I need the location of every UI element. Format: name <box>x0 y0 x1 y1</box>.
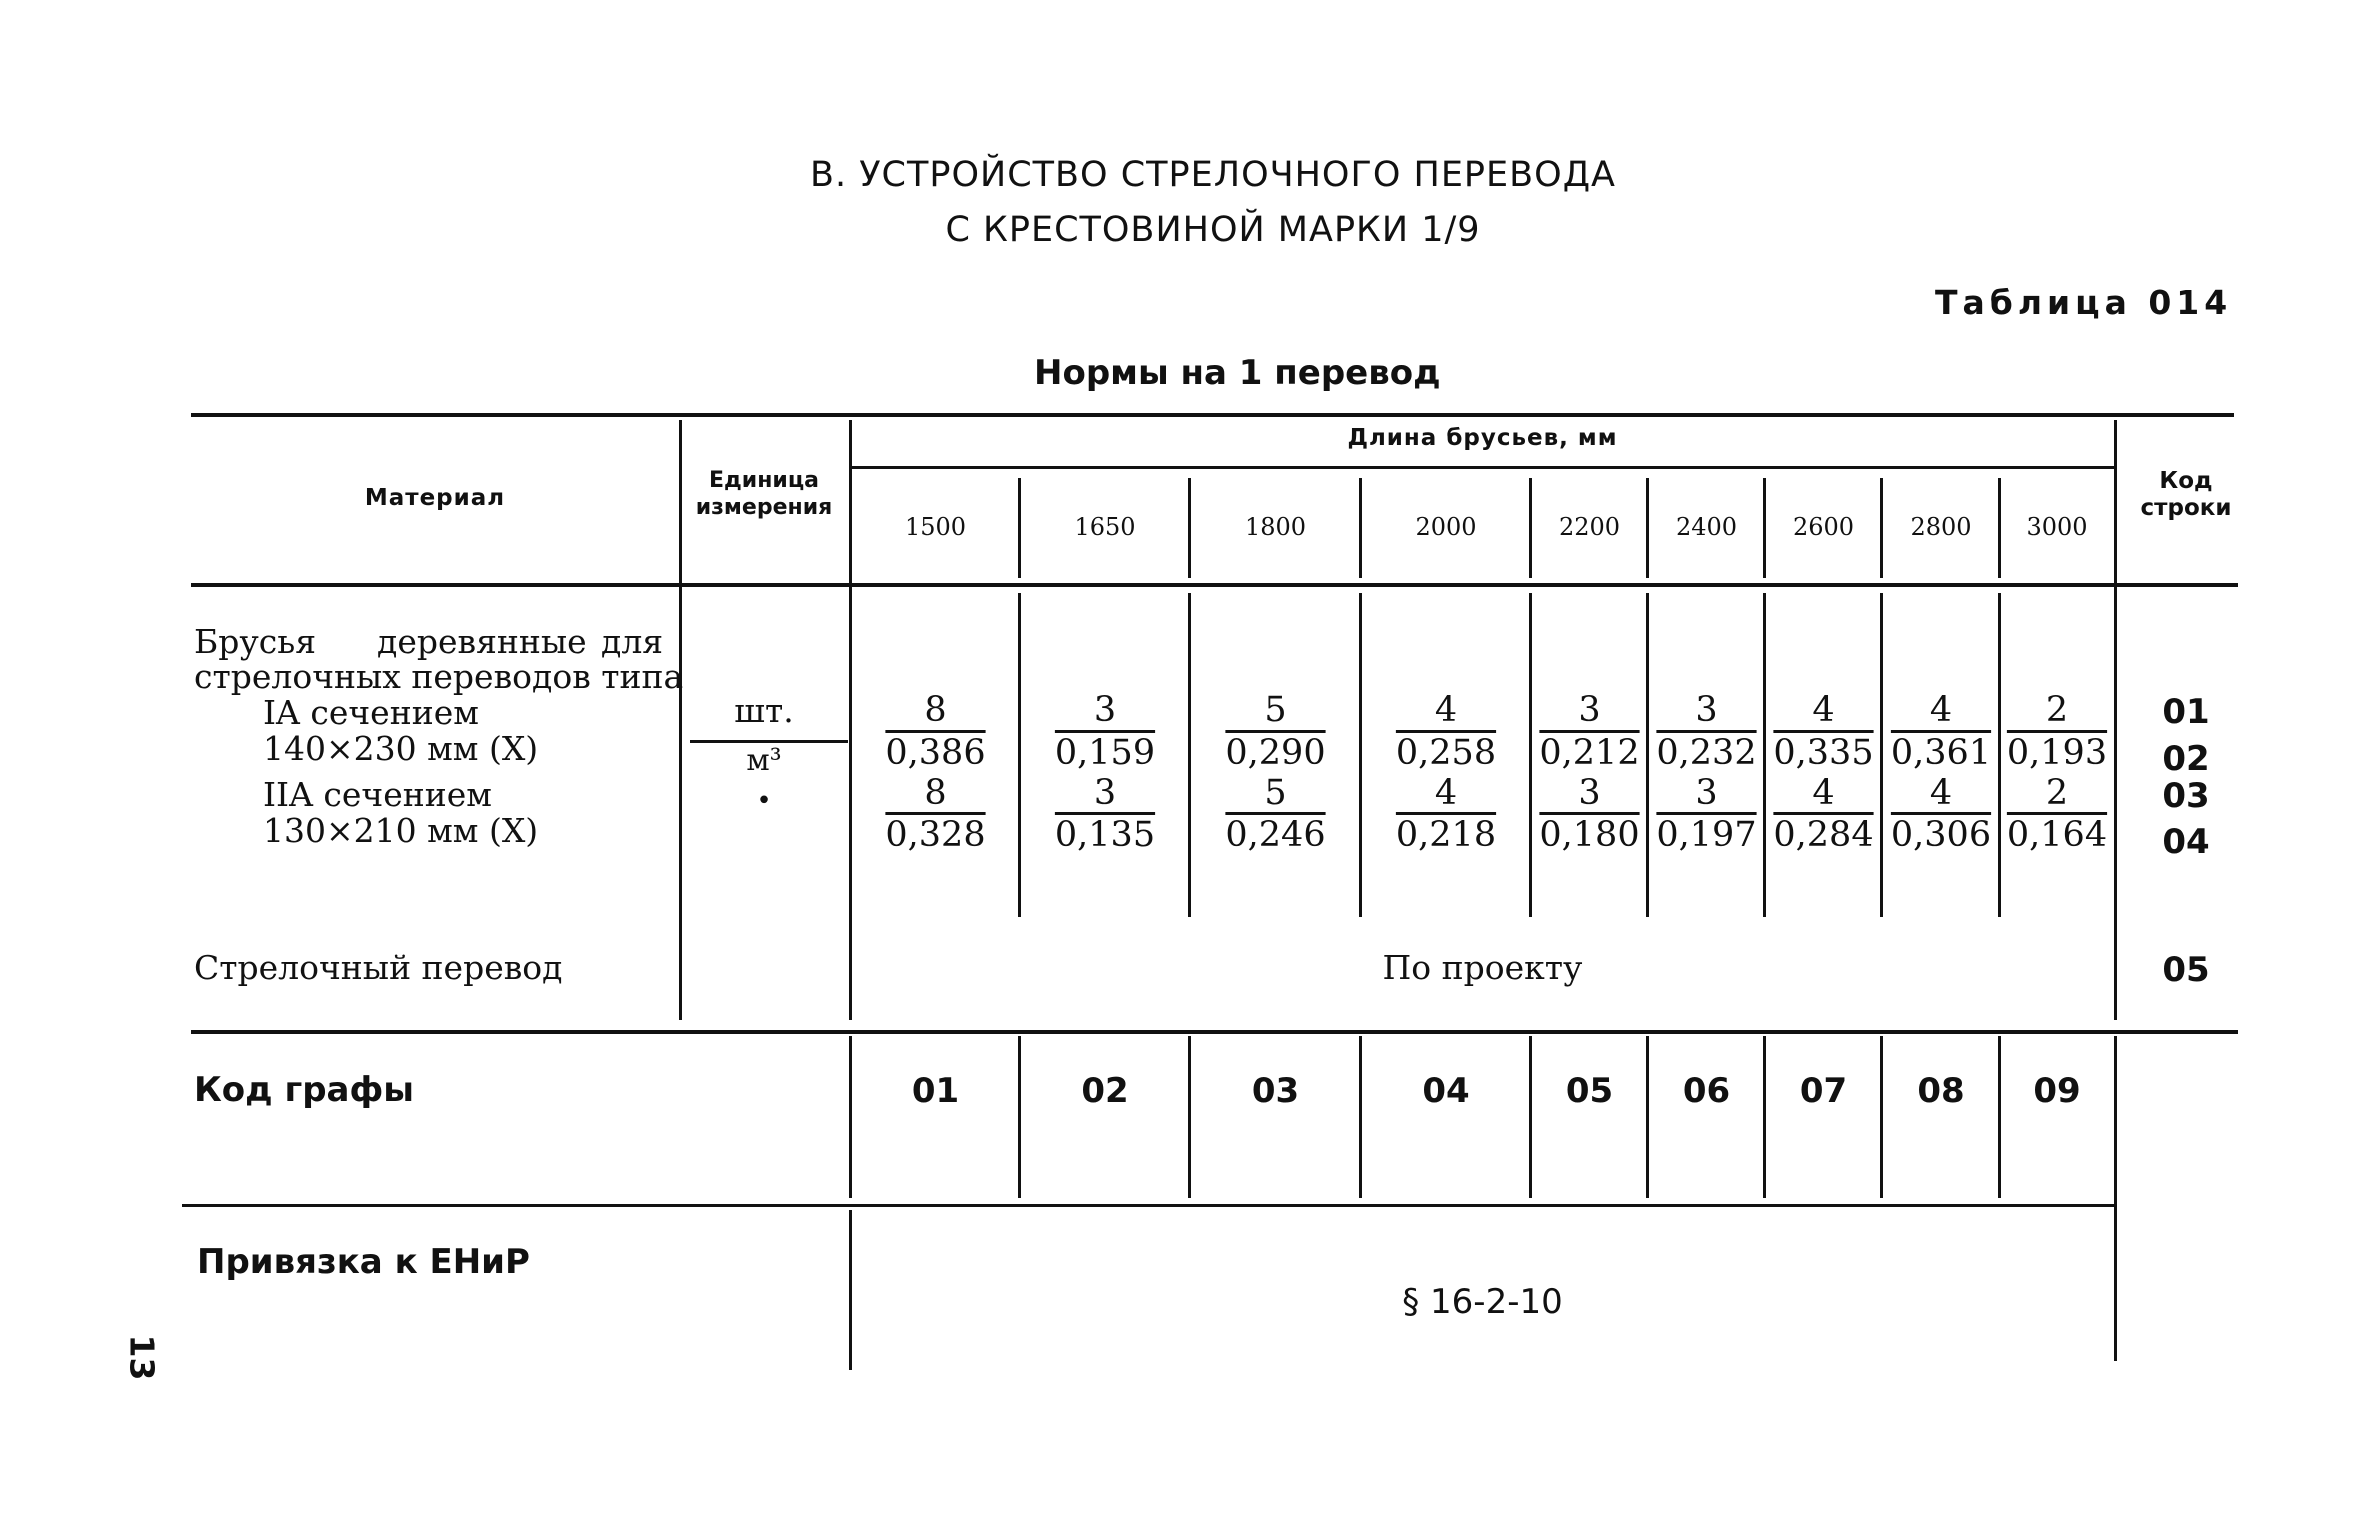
ia-m3-2000: 0,258 <box>1395 733 1497 773</box>
material-desc-line-3: IA сечением <box>263 693 479 732</box>
iia-m3-2800: 0,306 <box>1890 815 1992 855</box>
row-code-03: 03 <box>2162 776 2210 816</box>
row-code-04: 04 <box>2162 822 2210 862</box>
row-code-header-line-1: Код <box>2159 468 2213 494</box>
iia-m3-2200: 0,180 <box>1539 815 1640 855</box>
codes-col-rule-5 <box>1646 1036 1649 1198</box>
table-subtitle: Нормы на 1 перевод <box>1034 353 1441 393</box>
unit-cubic-meters: м³ <box>746 743 782 778</box>
row-code-header-line-2: строки <box>2140 495 2232 521</box>
material-desc-line-4: 140×230 мм (Х) <box>263 729 539 768</box>
page-title-line-1: В. УСТРОЙСТВО СТРЕЛОЧНОГО ПЕРЕВОДА <box>809 155 1617 195</box>
length-header-3000: 3000 <box>2026 513 2088 541</box>
ia-m3-3000: 0,193 <box>2006 733 2108 773</box>
length-header-2200: 2200 <box>1558 513 1621 541</box>
column-code-04: 04 <box>1422 1071 1470 1111</box>
iia-pcs-1500: 8 <box>924 773 947 813</box>
column-code-03: 03 <box>1251 1071 1300 1111</box>
iia-pcs-2200: 3 <box>1578 773 1601 813</box>
codes-col-rule-6 <box>1763 1036 1766 1198</box>
table-top-rule <box>191 413 2234 417</box>
enir-label: Привязка к ЕНиР <box>197 1242 530 1282</box>
enir-value: § 16-2-10 <box>1402 1282 1563 1322</box>
length-header-2600: 2600 <box>1792 513 1855 541</box>
column-code-01: 01 <box>911 1071 960 1111</box>
unit-header-line-1: Единица <box>709 468 819 493</box>
ia-pcs-2600: 4 <box>1812 690 1835 730</box>
ia-pcs-1800: 5 <box>1264 690 1287 730</box>
codes-col-rule-2 <box>1188 1036 1191 1198</box>
body-bottom-rule <box>191 1030 2238 1034</box>
length-header-2800: 2800 <box>1910 513 1972 541</box>
column-code-07: 07 <box>1799 1071 1848 1111</box>
iia-m3-3000: 0,164 <box>2006 815 2108 855</box>
ia-m3-2800: 0,361 <box>1890 733 1992 773</box>
material-desc-line-2: стрелочных переводов типа <box>194 657 684 696</box>
material-header: Материал <box>364 485 506 511</box>
column-code-05: 05 <box>1565 1071 1614 1111</box>
ia-pcs-2400: 3 <box>1695 690 1718 730</box>
ia-m3-1800: 0,290 <box>1225 733 1326 773</box>
length-header-1650: 1650 <box>1074 513 1136 541</box>
column-code-06: 06 <box>1682 1071 1731 1111</box>
iia-m3-2400: 0,197 <box>1656 815 1757 855</box>
ia-pcs-1650: 3 <box>1093 690 1117 730</box>
ia-m3-2600: 0,335 <box>1773 733 1874 773</box>
ia-pcs-1500: 8 <box>924 690 947 730</box>
iia-pcs-2400: 3 <box>1695 773 1718 813</box>
iia-m3-2600: 0,284 <box>1773 815 1874 855</box>
material-desc-line-6: 130×210 мм (Х) <box>263 811 539 850</box>
row-code-01: 01 <box>2162 692 2210 732</box>
switch-row-label: Стрелочный перевод <box>194 948 563 987</box>
row-code-02: 02 <box>2162 739 2210 779</box>
table-right-rule <box>2114 1036 2117 1361</box>
material-desc-line-1-word-1: Брусья <box>194 622 317 661</box>
length-header-2000: 2000 <box>1415 513 1477 541</box>
iia-pcs-2000: 4 <box>1434 773 1458 813</box>
iia-m3-2000: 0,218 <box>1395 815 1497 855</box>
iia-pcs-2800: 4 <box>1929 773 1953 813</box>
header-bottom-rule <box>191 583 2238 587</box>
codes-col-rule-4 <box>1529 1036 1532 1198</box>
lengths-group-header: Длина брусьев, мм <box>1347 425 1618 451</box>
iia-pcs-1650: 3 <box>1093 773 1117 813</box>
material-desc-line-5: IIA сечением <box>263 775 492 814</box>
ia-m3-2200: 0,212 <box>1539 733 1640 773</box>
switch-row-value: По проекту <box>1382 948 1583 987</box>
ia-m3-2400: 0,232 <box>1656 733 1757 773</box>
iia-pcs-3000: 2 <box>2045 773 2069 813</box>
unit-header-line-2: измерения <box>695 495 833 520</box>
ia-m3-1650: 0,159 <box>1054 733 1156 773</box>
lengths-group-rule <box>850 466 2115 469</box>
iia-pcs-1800: 5 <box>1264 773 1287 813</box>
iia-pcs-2600: 4 <box>1812 773 1835 813</box>
ia-pcs-2200: 3 <box>1578 690 1601 730</box>
column-code-09: 09 <box>2033 1071 2081 1111</box>
iia-m3-1500: 0,328 <box>885 815 986 855</box>
codes-left-rule <box>849 1036 852 1198</box>
column-code-08: 08 <box>1917 1071 1965 1111</box>
length-header-1500: 1500 <box>904 513 967 541</box>
unit-ditto-mark: • <box>756 786 772 816</box>
table-label: Таблица 014 <box>1935 283 2233 322</box>
page-title-line-2: С КРЕСТОВИНОЙ МАРКИ 1/9 <box>945 210 1481 250</box>
column-code-label: Код графы <box>194 1070 414 1110</box>
codes-col-rule-8 <box>1998 1036 2001 1198</box>
iia-m3-1650: 0,135 <box>1054 815 1156 855</box>
unit-pieces: шт. <box>734 691 794 730</box>
row-code-05: 05 <box>2162 950 2210 990</box>
codes-col-rule-1 <box>1018 1036 1021 1198</box>
codes-col-rule-7 <box>1880 1036 1883 1198</box>
length-header-2400: 2400 <box>1675 513 1738 541</box>
length-header-1800: 1800 <box>1244 513 1307 541</box>
ia-pcs-2000: 4 <box>1434 690 1458 730</box>
ia-pcs-2800: 4 <box>1929 690 1953 730</box>
codes-bottom-rule <box>182 1204 2117 1207</box>
material-desc-line-1-word-3: для <box>601 622 664 661</box>
column-code-02: 02 <box>1081 1071 1129 1111</box>
codes-col-rule-3 <box>1359 1036 1362 1198</box>
iia-m3-1800: 0,246 <box>1225 815 1326 855</box>
ia-m3-1500: 0,386 <box>885 733 986 773</box>
page-number: 13 <box>122 1334 162 1381</box>
material-desc-line-1-word-2: деревянные <box>377 622 587 661</box>
ia-pcs-3000: 2 <box>2045 690 2069 730</box>
